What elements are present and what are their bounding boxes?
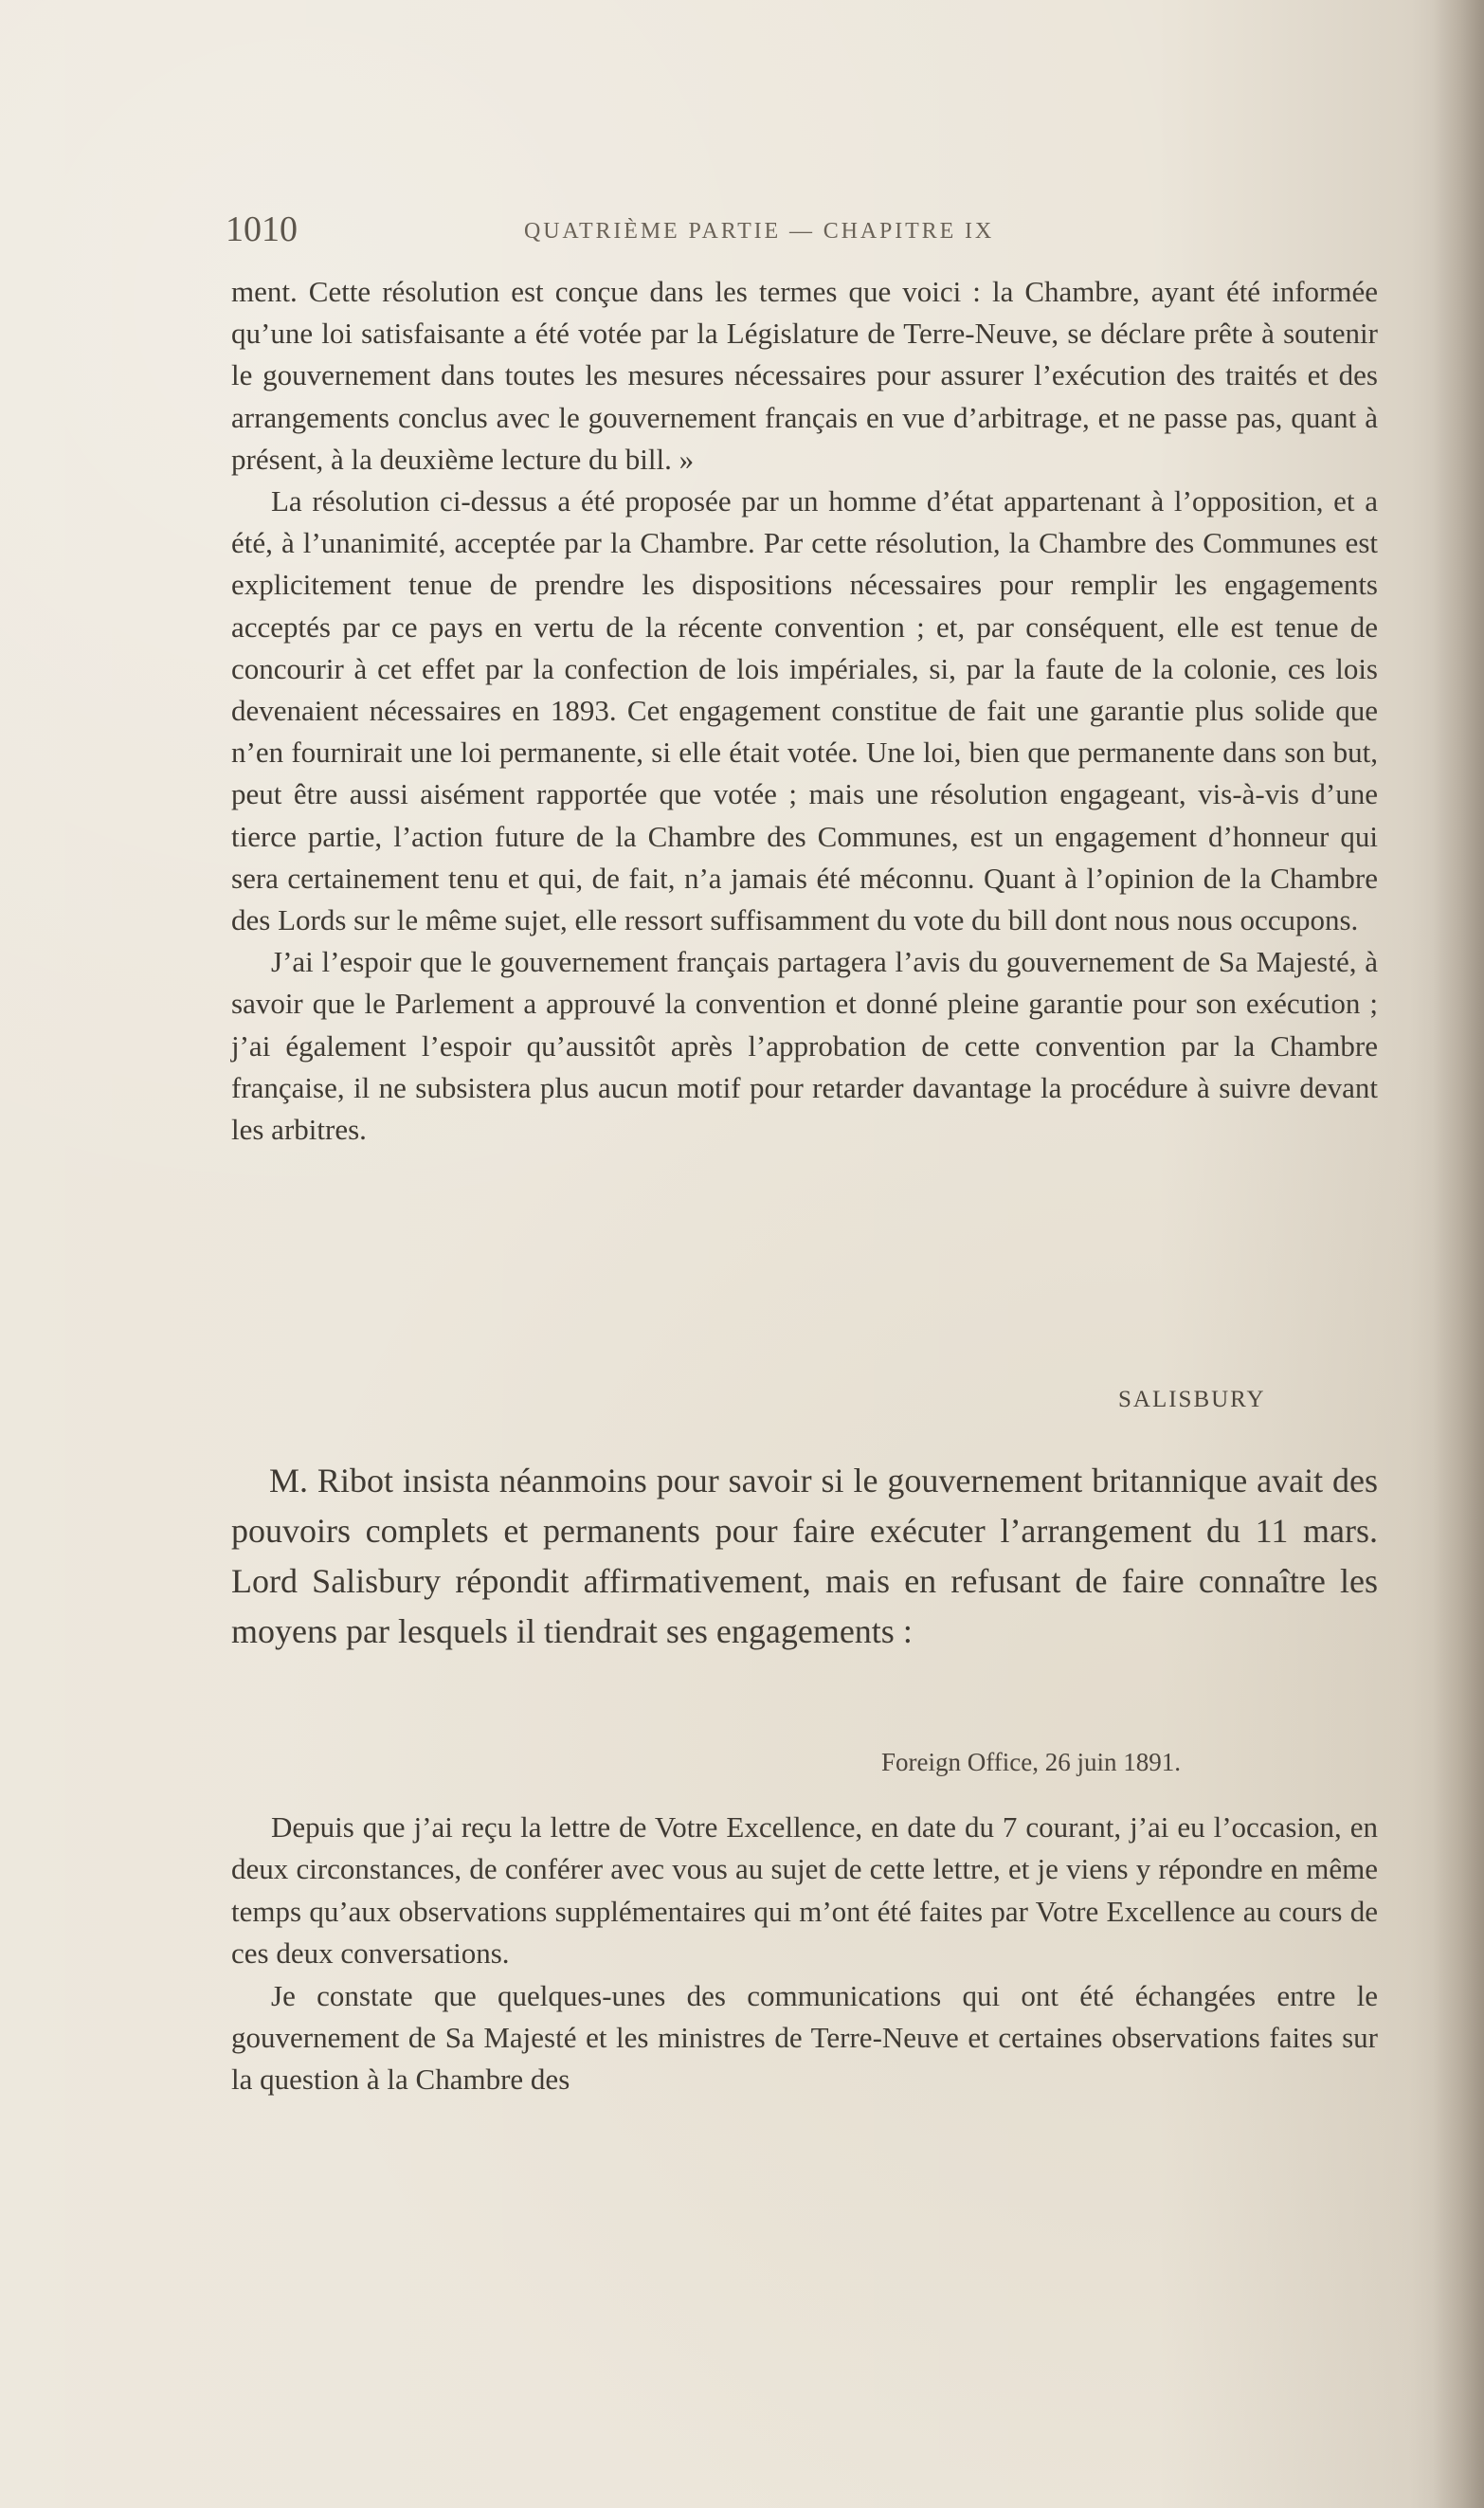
reply-letter-text: [231, 1807, 1378, 2101]
paragraph-resolution-explanation: La résolution ci-dessus a été proposée par un homme d’état appartenant à l’opposition, et a été, à l’unanimité, acceptée par la Chambre. Par cette résolution, la Chambre des Communes est explicitement tenue de prendre les dispositions nécessaires pour remplir les engagements acceptés par ce pays en vertu de la récente convention ; et, par conséquent, elle est tenue de concourir à cet effet par la confection de lois impériales, si, par la faute de la colonie, ces lois devenaient nécessaires en 1893. Cet engagement constitue de fait une garantie plus solide que n’en fournirait une loi permanente, si elle était votée. Une loi, bien que permanente dans son but, peut être aussi aisément rapportée que votée ; mais une résolution engageant, vis-à-vis d’une tierce partie, l’action future de la Chambre des Communes, est un engagement d’honneur qui sera certainement tenu et qui, de fait, n’a jamais été méconnu. Quant à l’opinion de la Chambre des Lords sur le même sujet, elle ressort suffisamment du vote du bill dont nous nous occupons.: [231, 484, 1378, 937]
signature-salisbury: SALISBURY: [1118, 1387, 1266, 1412]
reply-paragraph-2: Je constate que quelques-unes des communications qui ont été échangées entre le gouvernement de Sa Majesté et les ministres de Terre-Neuve et certaines observations faites sur la question à la Chambre des: [231, 1978, 1378, 2097]
page-number: 1010: [226, 209, 298, 249]
page-header: [226, 210, 1401, 248]
dateline: Foreign Office, 26 juin 1891.: [881, 1748, 1181, 1776]
paragraph-hope-and-expectation: J’ai l’espoir que le gouvernement français partagera l’avis du gouvernement de Sa Majesté, à savoir que le Parlement a approuvé la convention et donné pleine garantie pour son exécution ; j’ai également l’espoir qu’aussitôt après l’approbation de cette convention par la Chambre française, il ne subsistera plus aucun motif pour retarder davantage la procédure à suivre devant les arbitres.: [231, 945, 1378, 1147]
narrative-block: [231, 1456, 1378, 1657]
narrative-paragraph: M. Ribot insista néanmoins pour savoir si le gouvernement britannique avait des pouvoirs complets et permanents pour faire exécuter l’arrangement du 11 mars. Lord Salisbury répondit affirmativement, mais en refusant de faire connaître les moyens par lesquels il tiendrait ses engagements :: [231, 1462, 1378, 1650]
running-head: QUATRIÈME PARTIE — CHAPITRE IX: [524, 219, 995, 244]
main-letter-text: [231, 271, 1378, 1151]
reply-paragraph-1: Depuis que j’ai reçu la lettre de Votre Excellence, en date du 7 courant, j’ai eu l’occasion, en deux circonstances, de conférer avec vous au sujet de cette lettre, et je viens y répondre en même temps qu’aux observations supplémentaires qui m’ont été faites par Votre Excellence au cours de ces deux conversations.: [231, 1810, 1378, 1971]
paragraph-continuation: ment. Cette résolution est conçue dans les termes que voici : la Chambre, ayant été informée qu’une loi satisfaisante a été votée par la Législature de Terre-Neuve, se déclare prête à soutenir le gouvernement dans toutes les mesures nécessaires pour assurer l’exécution des traités et des arrangements conclus avec le gouvernement français en vue d’arbitrage, et ne passe pas, quant à présent, à la deuxième lecture du bill. »: [231, 275, 1378, 476]
